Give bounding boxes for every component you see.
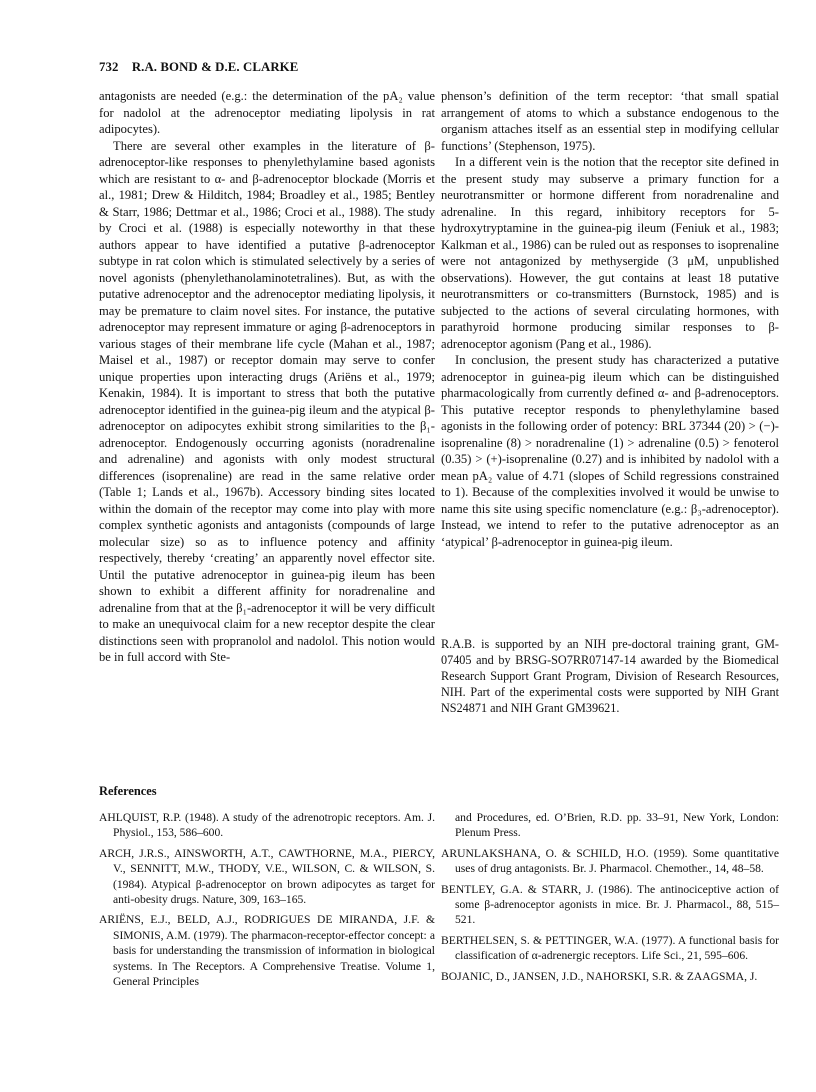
paragraph: In conclusion, the present study has characterized a putative adrenoceptor in guinea-pig ileum which can be distinguished pharmacologically from currently defined α- and β-adrenoceptors. This putative receptor responds to phenylethylamine based agonists in the following order of potency: BRL 37344 (20) > (−)-isoprenaline (8) > noradrenaline (1) > adrenaline (0.5) > fenoterol (0.35) > (+)-isoprenaline (0.27) and is inhibited by nadolol with a mean pA₂ value of 4.71 (slopes of Schild regressions constrained to 1). Because of the complexities involved it would be unwise to name this site using specific nomenclature (e.g.: β₃-adrenoceptor). Instead, we intend to refer to the putative adrenoceptor as an ‘atypical’ β-adrenoceptor in guinea-pig ileum. (441, 353, 779, 549)
acknowledgement: R.A.B. is supported by an NIH pre-doctoral training grant, GM-07405 and by BRSG-SO7RR07147-14 awarded by the Biomedical Research Support Grant Program, Division of Research Resources, NIH. Part of the experimental costs were supported by NIH Grant NS24871 and NIH Grant GM39621. (441, 637, 779, 715)
left-text-column (99, 88, 435, 666)
page-number: 732 (99, 60, 119, 74)
right-text-column (441, 88, 779, 550)
paragraph: phenson’s definition of the term receptor: ‘that small spatial arrangement of atoms to which a substance endogenous to the organism attaches itself as an essential step in modifying cellular functions’ (Stephenson, 1975). (441, 89, 779, 153)
paragraph: There are several other examples in the literature of β-adrenoceptor-like responses to phenylethylamine based agonists which are resistant to α- and β-adrenoceptor blockade (Morris et al., 1981; Drew & Hilditch, 1984; Broadley et al., 1985; Bentley & Starr, 1986; Dettmar et al., 1986; Croci et al., 1988). The study by Croci et al. (1988) is especially noteworthy in that these authors appear to have identified a putative β-adrenoceptor subtype in rat colon which is stimulated selectively by a series of novel agonists (phenylethanolaminotetralines). But, as with the putative adrenoceptor and the adrenoceptor mediating lipolysis, it may be premature to claim novel sites. For instance, the putative adrenoceptor may represent immature or aging β-adrenoceptors in various stages of their membrane life cycle (Mahan et al., 1987; Maisel et al., 1987) or receptor domain may serve to confer unique properties upon interacting drugs (Ariëns et al., 1979; Kenakin, 1984). It is important to stress that both the putative adrenoceptor identified in the guinea-pig ileum and the atypical β-adrenoceptor on adipocytes exhibit strong similarities to the β₁-adrenoceptor. Endogenously occurring agonists (noradrenaline and adrenaline) and agonists with only modest structural differences (isoprenaline) are read in the same relative order (Table 1; Lands et al., 1967b). Accessory binding sites located within the domain of the receptor may come into play with more complex synthetic agonists and antagonists (compounds of large molecular size) so as to influence potency and affinity respectively, thereby ‘creating’ an apparently novel effector site. Until the putative adrenoceptor in guinea-pig ileum has been shown to exhibit a different affinity for noradrenaline and adrenaline from that at the β₁-adrenoceptor it will be very difficult to make an unequivocal claim for a new receptor despite the clear distinctions seen with propranolol and nadolol. This notion would be in full accord with Ste- (99, 138, 435, 664)
running-header (99, 60, 298, 75)
reference-item: ARUNLAKSHANA, O. & SCHILD, H.O. (1959). Some quantitative uses of drug antagonists. Br. J. Pharmacol. Chemother., 14, 48–58. (441, 846, 779, 876)
reference-item: AHLQUIST, R.P. (1948). A study of the adrenotropic receptors. Am. J. Physiol., 153, 586–600. (99, 811, 435, 840)
reference-item: BOJANIC, D., JANSEN, J.D., NAHORSKI, S.R. & ZAAGSMA, J. (441, 969, 758, 983)
paragraph: In a different vein is the notion that the receptor site defined in the present study may subserve a primary function for a neurotransmitter or hormone different from noradrenaline and adrenaline. In this regard, inhibitory receptors for 5-hydroxytryptamine in the guinea-pig ileum (Feniuk et al., 1983; Kalkman et al., 1986) can be ruled out as responses to isoprenaline were not antagonized by methysergide (3 μM, unpublished observations). However, the gut contains at least 18 putative neurotransmitters or co-transmitters (Burnstock, 1985) and is subjected to the actions of several circulating hormones, with parathyroid hormone producing similar responses to β-adrenoceptor agonism (Pang et al., 1986). (441, 155, 779, 351)
running-header-authors: R.A. BOND & D.E. CLARKE (131, 60, 299, 74)
reference-item-continued: and Procedures, ed. O’Brien, R.D. pp. 33–91, New York, London: Plenum Press. (455, 811, 779, 840)
references-heading: References (99, 784, 157, 798)
reference-item: BERTHELSEN, S. & PETTINGER, W.A. (1977). A functional basis for classification of α-adrenergic receptors. Life Sci., 21, 595–606. (441, 933, 779, 963)
reference-item: BENTLEY, G.A. & STARR, J. (1986). The antinociceptive action of some β-adrenoceptor agonists in mice. Br. J. Pharmacol., 88, 515–521. (441, 882, 779, 927)
reference-item: ARCH, J.R.S., AINSWORTH, A.T., CAWTHORNE, M.A., PIERCY, V., SENNITT, M.W., THODY, V.E., WILSON, C. & WILSON, S. (1984). Atypical β-adrenoceptor on brown adipocytes as target for anti-obesity drugs. Nature, 309, 163–165. (99, 846, 435, 907)
references-right-column (441, 810, 779, 989)
reference-item: ARIËNS, E.J., BELD, A.J., RODRIGUES DE MIRANDA, J.F. & SIMONIS, A.M. (1979). The pharmacon-receptor-effector concept: a basis for understanding the transmission of information in biological systems. In The Receptors. A Comprehensive Treatise. Volume 1, General Principles (99, 913, 435, 989)
paragraph: antagonists are needed (e.g.: the determination of the pA₂ value for nadolol at the adrenoceptor mediating lipolysis in rat adipocytes). (99, 89, 435, 136)
references-left-column (99, 810, 435, 994)
